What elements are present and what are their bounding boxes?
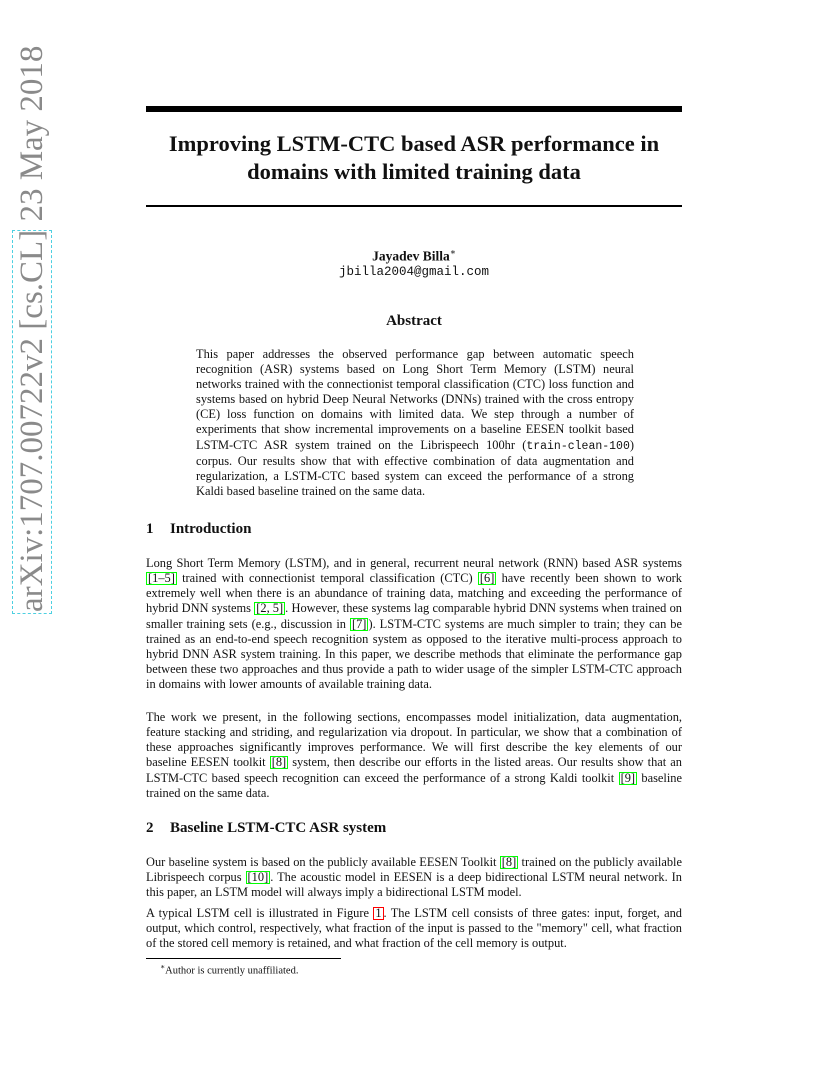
section-title: Introduction — [170, 521, 252, 537]
footnote — [160, 962, 298, 977]
baseline-paragraph-1 — [146, 855, 682, 900]
arxiv-identifier-stamp: arXiv:1707.00722v2 [cs.CL] 23 May 2018 — [14, 45, 50, 612]
paragraph-text: baseline trained on the same data. — [146, 770, 682, 800]
citation-link[interactable]: [8] — [501, 855, 517, 869]
paragraph-text: . The acoustic model in EESEN is a deep bidirectional LSTM neural network. In this paper, an LSTM model will always imply a bidirectional LSTM model. — [146, 870, 682, 900]
footnote-rule — [146, 958, 341, 959]
paragraph-text: The work we present, in the following sections, encompasses model initialization, data augmentation, feature stacking and striding, and regularization via dropout. In particular, we show that a combination of these approaches significantly improves performance. We will first describe the key elements of our baseline EESEN toolkit — [146, 710, 682, 770]
citation-link[interactable]: [1–5] — [148, 571, 175, 586]
paragraph-text: . The LSTM cell consists of three gates: input, forget, and output, which control, respectively, what fraction of the input is passed to the "memory" cell, what fraction of the stored cell memory is retained, and what fraction of the cell memory is output. — [146, 906, 682, 951]
author-name: Jayadev Billa — [372, 248, 450, 264]
paragraph-text: trained on the publicly available Librispeech corpus — [146, 855, 682, 885]
section-heading-introduction — [146, 521, 682, 538]
section-number: 1 — [146, 521, 154, 537]
paragraph-text: trained with connectionist temporal classification (CTC) — [176, 571, 478, 586]
introduction-paragraph-2 — [146, 710, 682, 801]
abstract-heading: Abstract — [386, 313, 442, 329]
figure-reference-link[interactable]: 1 — [375, 906, 382, 920]
author-block — [146, 244, 682, 280]
paragraph-text: . However, these systems lag comparable hybrid DNN systems when trained on smaller training sets (e.g., discussion in — [146, 601, 682, 631]
paper-title: Improving LSTM-CTC based ASR performance in domains with limited training data — [168, 131, 660, 184]
paragraph-text: A typical LSTM cell is illustrated in Figure — [146, 906, 374, 920]
corpus-name: train-clean-100 — [526, 439, 630, 453]
title-bottom-rule — [146, 205, 682, 207]
baseline-paragraph-2 — [146, 906, 682, 951]
section-title: Baseline LSTM-CTC ASR system — [170, 820, 387, 836]
section-number: 2 — [146, 820, 154, 836]
paragraph-text: Our baseline system is based on the publicly available EESEN Toolkit — [146, 855, 500, 869]
author-footnote-marker[interactable]: ∗ — [449, 247, 456, 257]
citation-link[interactable]: [7] — [351, 616, 367, 631]
citation-link[interactable]: [2, 5] — [256, 601, 284, 616]
introduction-paragraph-1 — [146, 556, 682, 692]
footnote-marker: ∗ — [160, 962, 166, 971]
citation-link[interactable]: [6] — [479, 571, 495, 586]
abstract-text-part: This paper addresses the observed performance gap between automatic speech recognition (ASR) systems based on Long Short Term Memory (LSTM) neural networks trained with the connectionist temporal classification (CTC) loss function and systems based on hybrid Deep Neural Networks (DNNs) trained with the cross entropy (CE) loss function on domains with limited data. We step through a number of experiments that show incremental improvements on a baseline EESEN toolkit based LSTM-CTC ASR system trained on the Librispeech 100hr ( — [196, 347, 634, 452]
paragraph-text: system, then describe our efforts in the listed areas. Our results show that an LSTM-CTC based speech recognition can exceed the performance of a strong Kaldi toolkit — [146, 755, 682, 785]
footnote-text: Author is currently unaffiliated. — [165, 965, 299, 977]
section-heading-baseline — [146, 820, 682, 837]
abstract-text-part: ) corpus. Our results show that with effective combination of data augmentation and regularization, a LSTM-CTC based system can exceed the performance of a strong Kaldi based baseline trained on the same data. — [196, 437, 634, 498]
paragraph-text: ). LSTM-CTC systems are much simpler to train; they can be trained as an end-to-end speech recognition system as opposed to the iterative multi-process approach to hybrid DNN ASR system training. In this paper, we describe methods that eliminate the performance gap between these two approaches and thus provide a path to wider usage of the simpler LSTM-CTC approach in domains with lower amounts of available training data. — [146, 616, 682, 692]
title-top-rule — [146, 106, 682, 112]
abstract-text — [196, 347, 634, 499]
paragraph-text: have recently been shown to work extremely well when there is an abundance of training data, matching and exceeding the performance of hybrid DNN systems — [146, 571, 682, 616]
paragraph-text: Long Short Term Memory (LSTM), and in general, recurrent neural network (RNN) based ASR systems — [146, 556, 682, 570]
citation-link[interactable]: [8] — [271, 755, 287, 770]
citation-link[interactable]: [9] — [620, 770, 636, 785]
author-name-line — [146, 244, 682, 265]
author-email: jbilla2004@gmail.com — [338, 264, 490, 279]
citation-link[interactable]: [10] — [247, 870, 269, 885]
